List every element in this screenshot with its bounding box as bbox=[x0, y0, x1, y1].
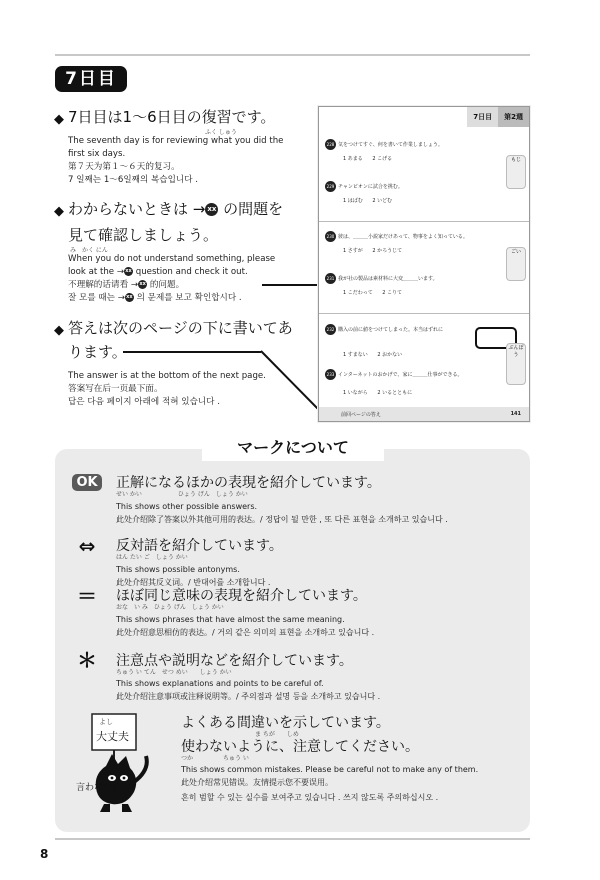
cat-mascot-icon bbox=[66, 708, 176, 820]
thumb-answers: 1 あまる 2 こげる bbox=[343, 156, 393, 162]
thumb-footer-label: 前回ページの答え bbox=[341, 412, 381, 418]
thumb-row: 233 インターネットのおかげで、家に＿＿＿仕事ができる。 bbox=[325, 369, 462, 380]
thumb-page-number: 141 bbox=[510, 411, 521, 417]
bullet-icon: ◆ bbox=[54, 112, 64, 127]
point-2-ko: 잘 모를 때는 →xx 의 문제를 보고 확인합시다 . bbox=[68, 293, 242, 303]
mark-note-ruby: ちゅう い てん せつ めい しょう かい bbox=[116, 669, 232, 676]
warning-zh: 此处介绍常见错误。友情提示您不要误用。 bbox=[181, 778, 333, 787]
mark-antonym-en: This shows possible antonyms. bbox=[116, 565, 240, 574]
mark-ok-ruby: せい かい ひょう げん しょう かい bbox=[116, 491, 248, 498]
thumb-row: 232 購入の前に値をつけてしまった。本当はずれに bbox=[325, 324, 443, 335]
mark-synonym-zhko: 此处介绍意思相仿的表达。/ 거의 같은 의미의 표현을 소개하고 있습니다 . bbox=[116, 628, 375, 637]
warning-ruby-2: つか ちゅう い bbox=[181, 755, 249, 762]
point-2-en2: look at the →xx question and check it out. bbox=[68, 267, 248, 277]
point-3-line2: ります。 bbox=[68, 343, 127, 361]
mark-synonym-label: ほぼ同じ意味の表現を紹介しています。 bbox=[116, 588, 367, 604]
thumb-header bbox=[467, 107, 529, 127]
point-2-line: わからないときは → xx の問題を bbox=[68, 200, 284, 218]
point-3-ko: 답은 다음 페이지 아래에 적혀 있습니다 . bbox=[68, 397, 220, 407]
warning-ruby-1: ま ちが しめ bbox=[255, 731, 299, 738]
point-2-line2: 見て確認しましょう。 bbox=[68, 226, 219, 244]
mark-ok-zhko: 此处介绍除了答案以外其他可用的表达。/ 정답이 될 만한 , 또 다른 표현을 소개하고 있습니다 . bbox=[116, 515, 448, 524]
point-1-zh: 第７天为第１～６天的复习。 bbox=[68, 162, 180, 172]
warning-ko: 흔히 범할 수 있는 실수를 보여주고 있습니다 . 쓰지 않도록 주의하십시오 . bbox=[181, 793, 439, 802]
thumb-side-tab-moji: もじ bbox=[506, 155, 526, 189]
thumb-answers: 1 さすが 2 かろうじて bbox=[343, 248, 403, 254]
ok-icon: OK bbox=[72, 474, 102, 491]
warning-line-2: 使わないように、注意してください。 bbox=[181, 739, 419, 755]
equal-icon: ＝ bbox=[77, 584, 97, 608]
bullet-icon: ◆ bbox=[54, 323, 64, 338]
point-1-ko: 7 일째는 1～6일째의 복습입니다 . bbox=[68, 175, 198, 185]
mark-synonym-ruby: おな い み ひょう げん しょう かい bbox=[116, 604, 224, 611]
thumb-row: 228 気をつけてすぐ、何を書いて作業しましょう。 bbox=[325, 139, 443, 150]
sample-page-thumbnail bbox=[318, 106, 530, 422]
warning-shout: 言わない! bbox=[76, 783, 116, 793]
thumb-row: 229 チャンピオンに試合を挑む。 bbox=[325, 181, 403, 192]
point-2-en: When you do not understand something, please bbox=[68, 254, 276, 264]
mark-note-zhko: 此处介绍注意事项或注释说明等。/ 주의점과 설명 등을 소개하고 있습니다 . bbox=[116, 692, 381, 701]
point-2-zh: 不理解的话请看 →xx 的问题。 bbox=[68, 280, 185, 290]
bottom-rule bbox=[55, 838, 530, 840]
mark-antonym-zhko: 此处介绍其反义词。/ 반대어를 소개합니다 . bbox=[116, 578, 271, 587]
antonym-arrow-icon: ⇔ bbox=[78, 534, 96, 558]
warning-sign-text: 大丈夫 bbox=[96, 730, 129, 743]
thumb-answers: 1 いながら 2 いるとともに bbox=[343, 390, 413, 396]
point-3-en: The answer is at the bottom of the next page. bbox=[68, 371, 266, 381]
thumb-day-tab: 7日目 bbox=[467, 107, 498, 127]
bullet-icon: ◆ bbox=[54, 204, 64, 219]
mark-note-en: This shows explanations and points to be careful of. bbox=[116, 679, 324, 688]
point-2-ruby: み かく にん bbox=[70, 247, 108, 254]
mark-ok-en: This shows other possible answers. bbox=[116, 502, 258, 511]
mark-synonym-en: This shows phrases that have almost the same meaning. bbox=[116, 615, 345, 624]
warning-line-1: よくある間違いを示しています。 bbox=[181, 715, 390, 731]
thumb-row: 231 我が社の製品は素材料に大変＿＿＿います。 bbox=[325, 273, 438, 284]
page-number: 8 bbox=[40, 847, 49, 861]
warning-en: This shows common mistakes. Please be careful not to make any of them. bbox=[181, 765, 479, 774]
marks-title: マークについて bbox=[202, 435, 384, 461]
mark-note-label: 注意点や説明などを紹介しています。 bbox=[116, 653, 353, 669]
xx-question-icon: xx bbox=[126, 294, 133, 300]
warning-sign-top: よし bbox=[99, 718, 113, 726]
thumb-row: 230 彼は、＿＿＿小説家だけあって、物事をよく知っている。 bbox=[325, 231, 468, 242]
thumb-answers: 1 はばむ 2 いどむ bbox=[343, 198, 393, 204]
point-3-zh: 答案写在后一页最下面。 bbox=[68, 384, 163, 394]
thumb-side-tab-bunpou: ぶんぽう bbox=[506, 343, 526, 385]
xx-question-icon: xx bbox=[205, 203, 218, 216]
mark-ok-label: 正解になるほかの表現を紹介しています。 bbox=[116, 475, 381, 491]
xx-question-icon: xx bbox=[125, 268, 132, 274]
thumb-answers: 1 こだわって 2 こりて bbox=[343, 290, 403, 296]
point-1-en2: first six days. bbox=[68, 149, 126, 159]
point-1-line: 7日目は1～6日目の復習です。 bbox=[68, 108, 276, 126]
thumb-side-tab-goi: ごい bbox=[506, 247, 526, 281]
thumb-footer bbox=[319, 407, 529, 421]
point-1-en: The seventh day is for reviewing what you did the bbox=[68, 136, 284, 146]
xx-question-icon: xx bbox=[139, 281, 146, 287]
point-1-ruby: ふく しゅう bbox=[205, 129, 237, 136]
thumb-answers: 1 すまない 2 おかない bbox=[343, 352, 403, 358]
day-title-badge: 7日目 bbox=[55, 66, 127, 92]
mark-antonym-ruby: はん たい ご しょう かい bbox=[116, 554, 188, 561]
asterisk-icon: ＊ bbox=[77, 648, 97, 672]
thumb-week-tab: 第2週 bbox=[498, 107, 529, 127]
point-3-line: 答えは次のページの下に書いてあ bbox=[68, 319, 293, 337]
mark-antonym-label: 反対語を紹介しています。 bbox=[116, 538, 283, 554]
